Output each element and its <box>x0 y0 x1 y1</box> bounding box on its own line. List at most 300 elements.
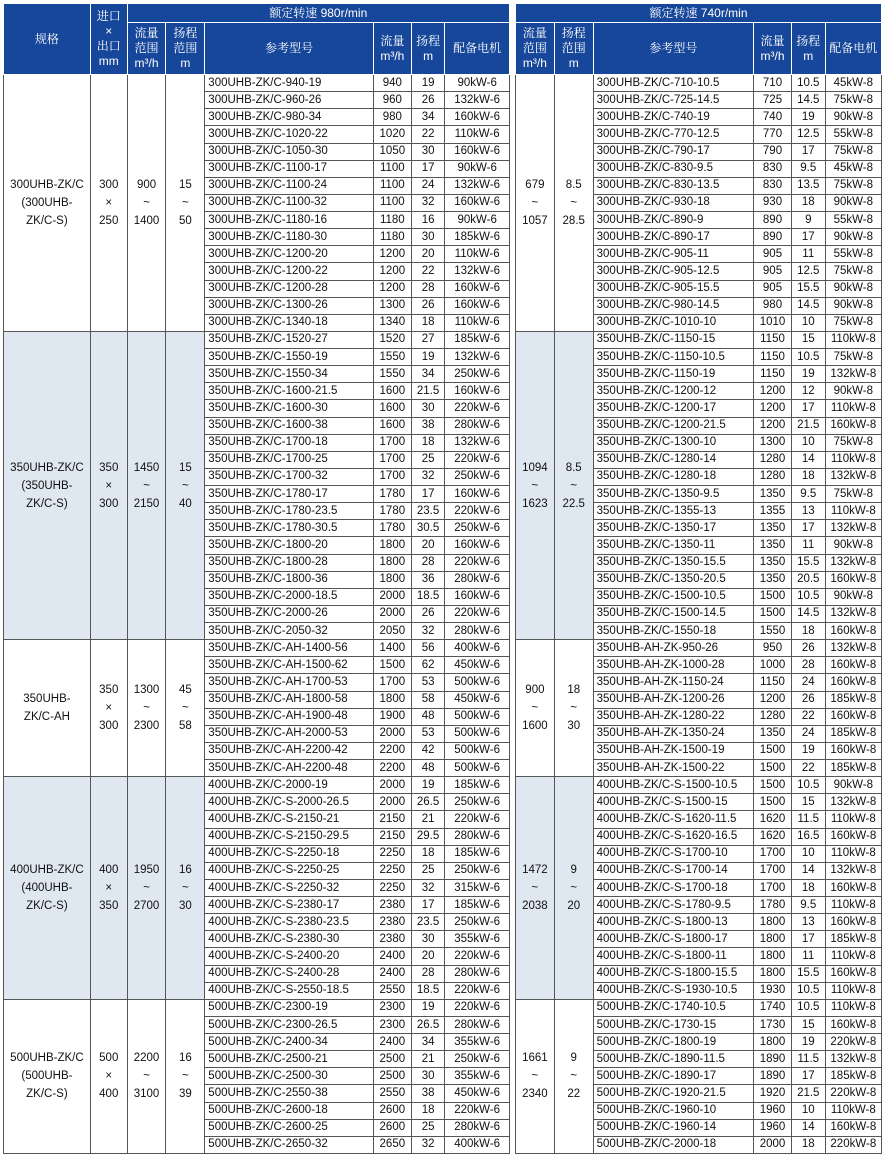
model-740-cell: 300UHB-ZK/C-890-17 <box>593 229 753 246</box>
flow-980-cell: 2200 <box>373 742 411 759</box>
motor-980-cell: 280kW-6 <box>445 571 509 588</box>
model-980-cell: 400UHB-ZK/C-S-2380-23.5 <box>205 914 374 931</box>
head-980-cell: 20 <box>411 948 445 965</box>
motor-740-cell: 185kW-8 <box>825 691 881 708</box>
motor-980-cell: 280kW-6 <box>445 1016 509 1033</box>
header-line: m <box>423 48 434 63</box>
flow-740-cell: 1280 <box>754 708 792 725</box>
header-line: 范围 <box>522 41 547 55</box>
table-row <box>4 75 882 92</box>
motor-980-cell: 220kW-6 <box>445 554 509 571</box>
flow-740-cell: 1200 <box>754 383 792 400</box>
head-range-980-cell: 15 ~ 50 <box>166 75 205 332</box>
flow-980-cell: 2150 <box>373 828 411 845</box>
flow-980-cell: 2050 <box>373 623 411 640</box>
flow-740-cell: 905 <box>754 280 792 297</box>
flow-980-cell: 2550 <box>373 982 411 999</box>
model-740-cell: 350UHB-ZK/C-1350-15.5 <box>593 554 753 571</box>
ref-model-header: 参考型号 <box>205 23 374 75</box>
model-740-cell: 350UHB-ZK/C-1355-13 <box>593 503 753 520</box>
flow-980-cell: 2200 <box>373 760 411 777</box>
model-740-cell: 300UHB-ZK/C-830-13.5 <box>593 177 753 194</box>
head-980-cell: 36 <box>411 571 445 588</box>
head-740-cell: 10.5 <box>791 75 825 92</box>
motor-740-cell: 90kW-8 <box>825 109 881 126</box>
head-range-980-cell: 16 ~ 39 <box>166 999 205 1153</box>
head-980-cell: 53 <box>411 725 445 742</box>
motor-980-cell: 250kW-6 <box>445 862 509 879</box>
head-range-980-cell: 15 ~ 40 <box>166 331 205 639</box>
model-740-cell: 350UHB-ZK/C-1200-21.5 <box>593 417 753 434</box>
motor-980-cell: 90kW-6 <box>445 75 509 92</box>
model-980-cell: 350UHB-ZK/C-1700-32 <box>205 468 374 485</box>
flow-740-cell: 1150 <box>754 331 792 348</box>
motor-740-cell: 160kW-8 <box>825 742 881 759</box>
flow-980-cell: 2650 <box>373 1136 411 1153</box>
flow-980-cell: 2000 <box>373 605 411 622</box>
head-980-cell: 17 <box>411 486 445 503</box>
head-740-cell: 9.5 <box>791 160 825 177</box>
head-980-cell: 22 <box>411 263 445 280</box>
flow-740-cell: 1700 <box>754 845 792 862</box>
inout-header-line: 出口 <box>96 39 121 53</box>
motor-740-cell: 110kW-8 <box>825 999 881 1016</box>
head-740-cell: 9.5 <box>791 897 825 914</box>
flow-740-cell: 1500 <box>754 605 792 622</box>
model-980-cell: 400UHB-ZK/C-S-2380-17 <box>205 897 374 914</box>
head-980-cell: 18 <box>411 434 445 451</box>
flow-980-cell: 1900 <box>373 708 411 725</box>
head-740-cell: 14 <box>791 862 825 879</box>
model-980-cell: 350UHB-ZK/C-AH-1900-48 <box>205 708 374 725</box>
head-740-cell: 13 <box>791 503 825 520</box>
model-740-cell: 500UHB-ZK/C-1740-10.5 <box>593 999 753 1016</box>
motor-740-cell: 160kW-8 <box>825 879 881 896</box>
model-740-cell: 400UHB-ZK/C-S-1800-17 <box>593 931 753 948</box>
head-980-cell: 34 <box>411 109 445 126</box>
model-740-cell: 400UHB-ZK/C-S-1800-15.5 <box>593 965 753 982</box>
model-980-cell: 350UHB-ZK/C-2050-32 <box>205 623 374 640</box>
flow-980-cell: 1200 <box>373 263 411 280</box>
head-740-cell: 10.5 <box>791 349 825 366</box>
flow-740-cell: 950 <box>754 640 792 657</box>
inout-header-line: 进口 <box>96 9 121 23</box>
motor-740-cell: 132kW-8 <box>825 640 881 657</box>
inout-cell: 300 × 250 <box>90 75 127 332</box>
model-740-cell: 350UHB-AH-ZK-1200-26 <box>593 691 753 708</box>
model-740-cell: 300UHB-ZK/C-930-18 <box>593 194 753 211</box>
motor-980-cell: 355kW-6 <box>445 1068 509 1085</box>
flow-980-cell: 1800 <box>373 571 411 588</box>
flow-980-cell: 1520 <box>373 331 411 348</box>
flow-980-cell: 2250 <box>373 862 411 879</box>
model-980-cell: 350UHB-ZK/C-2000-18.5 <box>205 588 374 605</box>
flow-980-cell: 2250 <box>373 879 411 896</box>
motor-980-cell: 280kW-6 <box>445 1119 509 1136</box>
model-740-cell: 300UHB-ZK/C-1010-10 <box>593 314 753 331</box>
model-740-cell: 300UHB-ZK/C-725-14.5 <box>593 92 753 109</box>
head-980-cell: 32 <box>411 194 445 211</box>
flow-range-980-cell: 2200 ~ 3100 <box>127 999 166 1153</box>
head-980-cell: 22 <box>411 126 445 143</box>
flow-980-cell: 1600 <box>373 400 411 417</box>
head-980-cell: 53 <box>411 674 445 691</box>
head-980-cell: 19 <box>411 349 445 366</box>
model-740-cell: 500UHB-ZK/C-1730-15 <box>593 1016 753 1033</box>
table-row <box>4 331 882 348</box>
motor-980-cell: 250kW-6 <box>445 914 509 931</box>
flow-980-cell: 1180 <box>373 212 411 229</box>
motor-740-cell: 160kW-8 <box>825 674 881 691</box>
flow-range-980-cell: 1950 ~ 2700 <box>127 777 166 1000</box>
motor-740-cell: 132kW-8 <box>825 862 881 879</box>
head-740-cell: 10.5 <box>791 999 825 1016</box>
motor-980-cell: 132kW-6 <box>445 434 509 451</box>
head-740-cell: 15 <box>791 1016 825 1033</box>
flow-740-cell: 1500 <box>754 742 792 759</box>
head-range-header <box>166 23 205 75</box>
flow-740-cell: 1740 <box>754 999 792 1016</box>
head-740-cell: 17 <box>791 400 825 417</box>
motor-980-cell: 500kW-6 <box>445 742 509 759</box>
flow-740-cell: 770 <box>754 126 792 143</box>
motor-740-cell: 90kW-8 <box>825 280 881 297</box>
model-740-cell: 350UHB-ZK/C-1500-14.5 <box>593 605 753 622</box>
header-line: 流量 <box>522 26 547 40</box>
head-740-cell: 18 <box>791 468 825 485</box>
motor-740-cell: 160kW-8 <box>825 914 881 931</box>
model-980-cell: 300UHB-ZK/C-1100-32 <box>205 194 374 211</box>
model-980-cell: 300UHB-ZK/C-1200-20 <box>205 246 374 263</box>
model-980-cell: 300UHB-ZK/C-1180-30 <box>205 229 374 246</box>
flow-740-cell: 1730 <box>754 1016 792 1033</box>
head-740-cell: 9.5 <box>791 486 825 503</box>
head-980-cell: 20 <box>411 537 445 554</box>
motor-980-cell: 132kW-6 <box>445 177 509 194</box>
head-740-cell: 19 <box>791 109 825 126</box>
motor-980-cell: 110kW-6 <box>445 246 509 263</box>
model-740-cell: 300UHB-ZK/C-830-9.5 <box>593 160 753 177</box>
header-line: m³/h <box>522 56 547 70</box>
flow-740-cell: 1620 <box>754 828 792 845</box>
head-740-cell: 17 <box>791 1068 825 1085</box>
flow-980-cell: 1340 <box>373 314 411 331</box>
head-740-cell: 11.5 <box>791 811 825 828</box>
model-980-cell: 500UHB-ZK/C-2300-19 <box>205 999 374 1016</box>
model-740-cell: 400UHB-ZK/C-S-1700-18 <box>593 879 753 896</box>
head-980-cell: 48 <box>411 760 445 777</box>
head-740-cell: 11 <box>791 537 825 554</box>
head-740-cell: 21.5 <box>791 417 825 434</box>
motor-980-cell: 250kW-6 <box>445 1051 509 1068</box>
head-980-cell: 17 <box>411 897 445 914</box>
model-980-cell: 350UHB-ZK/C-1600-38 <box>205 417 374 434</box>
head-980-cell: 21 <box>411 811 445 828</box>
motor-980-cell: 280kW-6 <box>445 965 509 982</box>
flow-980-cell: 1550 <box>373 366 411 383</box>
ref-model-header: 参考型号 <box>593 23 753 75</box>
flow-980-cell: 2000 <box>373 777 411 794</box>
motor-980-cell: 160kW-6 <box>445 143 509 160</box>
flow-740-cell: 1960 <box>754 1102 792 1119</box>
inout-header-line: × <box>105 24 113 38</box>
motor-740-cell: 132kW-8 <box>825 605 881 622</box>
flow-range-980-cell: 1300 ~ 2300 <box>127 640 166 777</box>
model-740-cell: 350UHB-ZK/C-1300-10 <box>593 434 753 451</box>
motor-980-cell: 220kW-6 <box>445 999 509 1016</box>
table-header <box>4 4 882 75</box>
motor-980-cell: 90kW-6 <box>445 160 509 177</box>
motor-980-cell: 160kW-6 <box>445 537 509 554</box>
head-980-cell: 34 <box>411 366 445 383</box>
flow-740-cell: 1350 <box>754 554 792 571</box>
model-980-cell: 350UHB-ZK/C-AH-2000-53 <box>205 725 374 742</box>
flow-980-cell: 2500 <box>373 1068 411 1085</box>
motor-740-cell: 160kW-8 <box>825 417 881 434</box>
motor-980-cell: 355kW-6 <box>445 1034 509 1051</box>
flow-740-cell: 1500 <box>754 794 792 811</box>
model-980-cell: 350UHB-ZK/C-1800-28 <box>205 554 374 571</box>
model-740-cell: 400UHB-ZK/C-S-1620-11.5 <box>593 811 753 828</box>
inout-cell: 500 × 400 <box>90 999 127 1153</box>
flow-740-cell: 1350 <box>754 537 792 554</box>
flow-740-cell: 1780 <box>754 897 792 914</box>
model-980-cell: 350UHB-ZK/C-AH-2200-48 <box>205 760 374 777</box>
motor-980-cell: 160kW-6 <box>445 297 509 314</box>
head-740-cell: 17 <box>791 931 825 948</box>
head-range-740-cell: 18 ~ 30 <box>554 640 593 777</box>
flow-980-cell: 980 <box>373 109 411 126</box>
flow-740-cell: 1930 <box>754 982 792 999</box>
model-980-cell: 300UHB-ZK/C-1200-22 <box>205 263 374 280</box>
head-740-cell: 18 <box>791 623 825 640</box>
head-740-cell: 15.5 <box>791 554 825 571</box>
model-740-cell: 300UHB-ZK/C-890-9 <box>593 212 753 229</box>
motor-980-cell: 185kW-6 <box>445 777 509 794</box>
motor-740-cell: 45kW-8 <box>825 160 881 177</box>
head-980-cell: 26 <box>411 605 445 622</box>
head-740-cell: 19 <box>791 366 825 383</box>
head-980-cell: 18 <box>411 314 445 331</box>
head-740-cell: 22 <box>791 708 825 725</box>
head-740-cell: 14 <box>791 1119 825 1136</box>
head-980-cell: 26.5 <box>411 1016 445 1033</box>
model-980-cell: 300UHB-ZK/C-1050-30 <box>205 143 374 160</box>
motor-980-cell: 132kW-6 <box>445 263 509 280</box>
motor-740-cell: 160kW-8 <box>825 828 881 845</box>
flow-740-cell: 2000 <box>754 1136 792 1153</box>
head-740-cell: 18 <box>791 879 825 896</box>
head-980-cell: 32 <box>411 1136 445 1153</box>
head-range-980-cell: 16 ~ 30 <box>166 777 205 1000</box>
head-740-cell: 21.5 <box>791 1085 825 1102</box>
flow-range-740-cell: 679 ~ 1057 <box>515 75 554 332</box>
head-740-cell: 12.5 <box>791 126 825 143</box>
head-980-cell: 28 <box>411 965 445 982</box>
flow-980-cell: 1020 <box>373 126 411 143</box>
flow-740-cell: 1200 <box>754 417 792 434</box>
head-740-cell: 15 <box>791 331 825 348</box>
model-740-cell: 500UHB-ZK/C-1960-10 <box>593 1102 753 1119</box>
motor-740-cell: 90kW-8 <box>825 229 881 246</box>
head-980-cell: 30 <box>411 1068 445 1085</box>
model-980-cell: 300UHB-ZK/C-1200-28 <box>205 280 374 297</box>
flow-980-cell: 1780 <box>373 520 411 537</box>
model-740-cell: 350UHB-AH-ZK-950-26 <box>593 640 753 657</box>
flow-740-cell: 1550 <box>754 623 792 640</box>
flow-980-cell: 1100 <box>373 194 411 211</box>
model-980-cell: 350UHB-ZK/C-AH-1500-62 <box>205 657 374 674</box>
flow-980-cell: 1500 <box>373 657 411 674</box>
motor-980-cell: 110kW-6 <box>445 314 509 331</box>
model-980-cell: 350UHB-ZK/C-1800-36 <box>205 571 374 588</box>
model-980-cell: 500UHB-ZK/C-2300-26.5 <box>205 1016 374 1033</box>
motor-740-cell: 132kW-8 <box>825 520 881 537</box>
head-740-cell: 14.5 <box>791 297 825 314</box>
spec-group <box>4 640 882 777</box>
flow-740-cell: 1800 <box>754 965 792 982</box>
motor-740-cell: 90kW-8 <box>825 777 881 794</box>
motor-740-cell: 160kW-8 <box>825 571 881 588</box>
motor-980-cell: 160kW-6 <box>445 194 509 211</box>
motor-980-cell: 250kW-6 <box>445 520 509 537</box>
model-740-cell: 300UHB-ZK/C-905-15.5 <box>593 280 753 297</box>
model-740-cell: 350UHB-ZK/C-1150-19 <box>593 366 753 383</box>
motor-740-cell: 90kW-8 <box>825 297 881 314</box>
head-740-cell: 14 <box>791 451 825 468</box>
model-980-cell: 350UHB-ZK/C-1800-20 <box>205 537 374 554</box>
model-740-cell: 400UHB-ZK/C-S-1930-10.5 <box>593 982 753 999</box>
motor-header: 配备电机 <box>825 23 881 75</box>
flow-740-cell: 930 <box>754 194 792 211</box>
inout-cell: 350 × 300 <box>90 331 127 639</box>
head-980-cell: 30.5 <box>411 520 445 537</box>
header-line: 范围 <box>173 41 198 55</box>
flow-980-cell: 2500 <box>373 1051 411 1068</box>
head-header <box>411 23 445 75</box>
spec-group <box>4 777 882 1000</box>
head-range-header <box>554 23 593 75</box>
flow-740-cell: 1150 <box>754 366 792 383</box>
motor-740-cell: 220kW-8 <box>825 1034 881 1051</box>
model-980-cell: 300UHB-ZK/C-940-19 <box>205 75 374 92</box>
model-980-cell: 350UHB-ZK/C-AH-2200-42 <box>205 742 374 759</box>
head-740-cell: 16.5 <box>791 828 825 845</box>
motor-980-cell: 220kW-6 <box>445 451 509 468</box>
motor-980-cell: 280kW-6 <box>445 417 509 434</box>
flow-740-cell: 1350 <box>754 486 792 503</box>
motor-980-cell: 500kW-6 <box>445 760 509 777</box>
motor-740-cell: 132kW-8 <box>825 794 881 811</box>
flow-740-cell: 1200 <box>754 400 792 417</box>
head-980-cell: 38 <box>411 1085 445 1102</box>
head-980-cell: 20 <box>411 246 445 263</box>
motor-980-cell: 132kW-6 <box>445 349 509 366</box>
model-740-cell: 350UHB-ZK/C-1200-12 <box>593 383 753 400</box>
model-740-cell: 400UHB-ZK/C-S-1780-9.5 <box>593 897 753 914</box>
motor-740-cell: 75kW-8 <box>825 486 881 503</box>
head-740-cell: 14.5 <box>791 92 825 109</box>
model-740-cell: 350UHB-AH-ZK-1150-24 <box>593 674 753 691</box>
model-980-cell: 350UHB-ZK/C-1600-30 <box>205 400 374 417</box>
motor-740-cell: 75kW-8 <box>825 434 881 451</box>
motor-740-cell: 110kW-8 <box>825 331 881 348</box>
head-980-cell: 21 <box>411 1051 445 1068</box>
motor-980-cell: 220kW-6 <box>445 948 509 965</box>
motor-980-cell: 160kW-6 <box>445 588 509 605</box>
flow-740-cell: 1920 <box>754 1085 792 1102</box>
flow-740-cell: 1700 <box>754 879 792 896</box>
model-980-cell: 350UHB-ZK/C-2000-26 <box>205 605 374 622</box>
model-980-cell: 300UHB-ZK/C-1100-24 <box>205 177 374 194</box>
flow-980-cell: 2400 <box>373 1034 411 1051</box>
flow-980-cell: 2400 <box>373 948 411 965</box>
motor-740-cell: 90kW-8 <box>825 194 881 211</box>
flow-740-cell: 980 <box>754 297 792 314</box>
flow-980-cell: 1200 <box>373 280 411 297</box>
motor-980-cell: 450kW-6 <box>445 1085 509 1102</box>
model-980-cell: 300UHB-ZK/C-1300-26 <box>205 297 374 314</box>
motor-740-cell: 110kW-8 <box>825 451 881 468</box>
head-980-cell: 18 <box>411 845 445 862</box>
model-980-cell: 400UHB-ZK/C-S-2250-25 <box>205 862 374 879</box>
motor-740-cell: 132kW-8 <box>825 468 881 485</box>
head-740-cell: 12 <box>791 383 825 400</box>
model-980-cell: 350UHB-ZK/C-1520-27 <box>205 331 374 348</box>
motor-980-cell: 220kW-6 <box>445 982 509 999</box>
header-line: 流量 <box>380 33 405 48</box>
flow-980-cell: 2600 <box>373 1119 411 1136</box>
flow-740-cell: 1800 <box>754 1034 792 1051</box>
motor-740-cell: 220kW-8 <box>825 1136 881 1153</box>
model-980-cell: 400UHB-ZK/C-S-2400-28 <box>205 965 374 982</box>
spec-header: 规格 <box>4 4 91 75</box>
motor-980-cell: 500kW-6 <box>445 674 509 691</box>
model-740-cell: 400UHB-ZK/C-S-1500-10.5 <box>593 777 753 794</box>
model-740-cell: 350UHB-AH-ZK-1000-28 <box>593 657 753 674</box>
head-740-cell: 24 <box>791 725 825 742</box>
flow-980-cell: 2300 <box>373 999 411 1016</box>
motor-740-cell: 75kW-8 <box>825 349 881 366</box>
flow-range-740-cell: 1661 ~ 2340 <box>515 999 554 1153</box>
model-740-cell: 350UHB-ZK/C-1500-10.5 <box>593 588 753 605</box>
head-980-cell: 32 <box>411 879 445 896</box>
flow-range-header <box>127 23 166 75</box>
header-line: 扬程 <box>796 33 821 48</box>
flow-740-cell: 1300 <box>754 434 792 451</box>
model-980-cell: 350UHB-ZK/C-AH-1700-53 <box>205 674 374 691</box>
model-740-cell: 350UHB-AH-ZK-1500-22 <box>593 760 753 777</box>
head-980-cell: 26 <box>411 297 445 314</box>
header-line: m <box>180 56 191 70</box>
motor-740-cell: 220kW-8 <box>825 1085 881 1102</box>
head-980-cell: 28 <box>411 554 445 571</box>
flow-980-cell: 2300 <box>373 1016 411 1033</box>
head-740-cell: 10.5 <box>791 588 825 605</box>
head-740-cell: 15.5 <box>791 965 825 982</box>
flow-980-cell: 2000 <box>373 794 411 811</box>
spec-cell: 400UHB-ZK/C (400UHB- ZK/C-S) <box>4 777 91 1000</box>
flow-980-cell: 1200 <box>373 246 411 263</box>
head-740-cell: 19 <box>791 742 825 759</box>
motor-740-cell: 90kW-8 <box>825 383 881 400</box>
inout-header-line: mm <box>98 54 119 68</box>
motor-740-cell: 90kW-8 <box>825 588 881 605</box>
flow-740-cell: 1500 <box>754 588 792 605</box>
motor-980-cell: 315kW-6 <box>445 879 509 896</box>
model-740-cell: 300UHB-ZK/C-980-14.5 <box>593 297 753 314</box>
motor-980-cell: 400kW-6 <box>445 1136 509 1153</box>
